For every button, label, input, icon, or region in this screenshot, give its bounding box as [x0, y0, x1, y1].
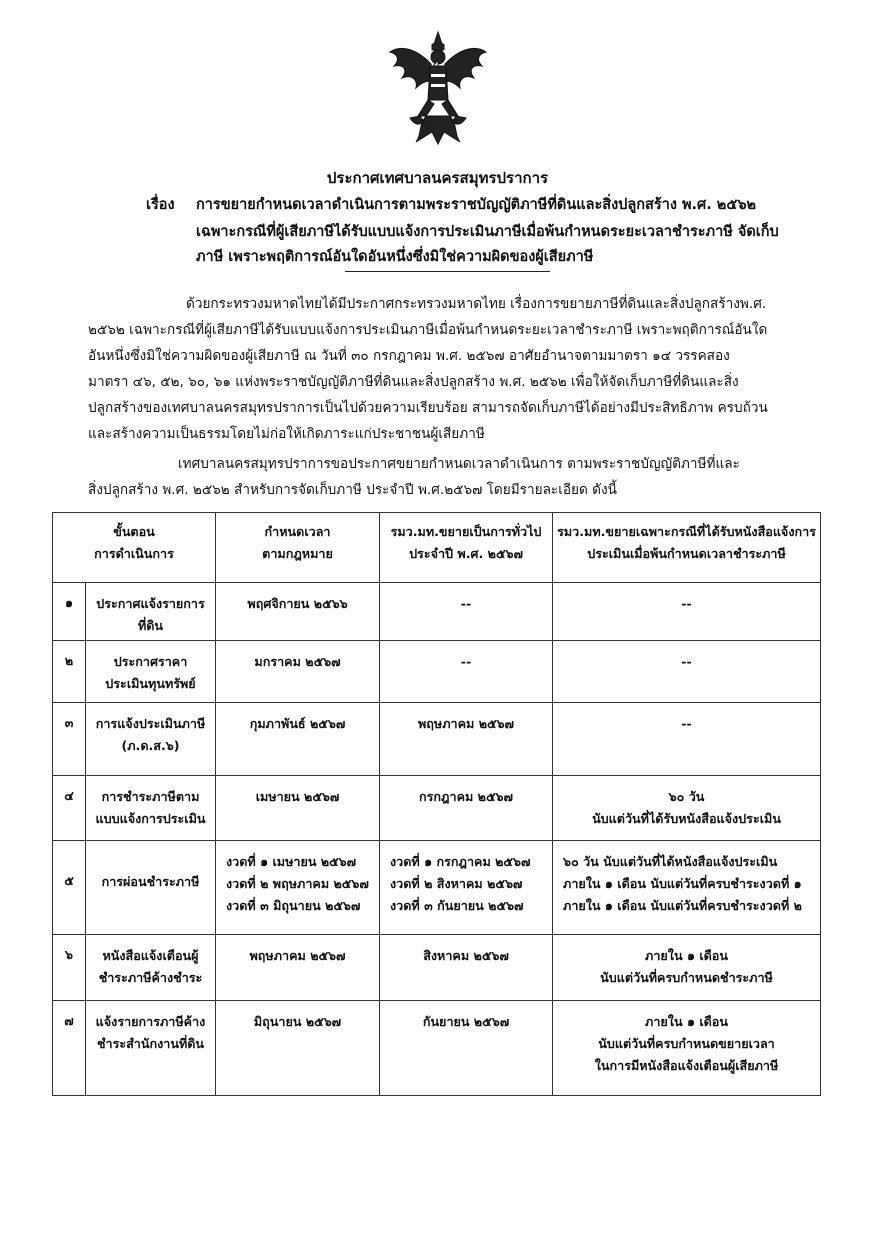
page-title: ประกาศเทศบาลนครสมุทรปราการ [326, 169, 549, 187]
cell-text: กันยายน ๒๕๖๗ [422, 1014, 510, 1029]
header-text: รมว.มท.ขยายเป็นการทั่วไป [390, 524, 542, 539]
cell-text: มกราคม ๒๕๖๗ [254, 654, 341, 669]
row-specific [553, 841, 821, 935]
cell-text: มิถุนายน ๒๕๖๗ [253, 1014, 342, 1029]
cell-text: ภายใน ๑ เดือน [645, 948, 728, 963]
row-step [86, 841, 216, 935]
step-text: ชำระสำนักงานที่ดิน [96, 1036, 205, 1051]
paragraph-line: และสร้างความเป็นธรรมโดยไม่ก่อให้เกิดภาระแก่ประชาชนผู้เสียภาษี [88, 426, 485, 442]
step-text: ประเมินทุนทรัพย์ [105, 676, 196, 691]
table-row [53, 776, 821, 841]
step-text: ที่ดิน [137, 618, 164, 633]
step-text: การแจ้งประเมินภาษี [95, 716, 206, 731]
row-specific [553, 1001, 821, 1096]
garuda-emblem-icon [388, 30, 488, 148]
row-general [380, 935, 553, 1001]
paragraph-line: ด้วยกระทรวงมหาดไทยได้มีประกาศกระทรวงมหาดไทย เรื่องการขยายภาษีที่ดินและสิ่งปลูกสร้างพ.ศ. [186, 296, 767, 312]
header-text: ประเมินเมื่อพ้นกำหนดเวลาชำระภาษี [587, 546, 786, 561]
header-step [53, 513, 216, 583]
header-legal [216, 513, 380, 583]
row-specific [553, 703, 821, 776]
row-step [86, 641, 216, 703]
paragraph-line: สิ่งปลูกสร้าง พ.ศ. ๒๕๖๒ สำหรับการจัดเก็บภาษี ประจำปี พ.ศ.๒๕๖๗ โดยมีรายละเอียด ดังนี้ [88, 482, 617, 498]
cell-text: ๖๐ วัน นับแต่วันที่ได้หนังสือแจ้งประเมิน [563, 854, 778, 869]
row-general [380, 841, 553, 935]
cell-text: งวดที่ ๒ พฤษภาคม ๒๕๖๗ [226, 876, 369, 891]
row-number: ๔ [53, 776, 86, 841]
subject-line: การขยายกำหนดเวลาดำเนินการตามพระราชบัญญัติภาษีที่ดินและสิ่งปลูกสร้าง พ.ศ. ๒๕๖๒ [196, 197, 757, 213]
header-text: รมว.มท.ขยายเฉพาะกรณีที่ได้รับหนังสือแจ้งการ [557, 524, 816, 539]
step-text: การผ่อนชำระภาษี [101, 874, 200, 889]
row-step [86, 583, 216, 641]
header-text: กำหนดเวลา [264, 524, 331, 539]
cell-text: พฤษภาคม ๒๕๖๗ [418, 716, 515, 731]
subject-line: ภาษี เพราะพฤติการณ์อันใดอันหนึ่งซึ่งมิใช่ความผิดของผู้เสียภาษี [196, 249, 594, 265]
step-text: แจ้งรายการภาษีค้าง [95, 1014, 206, 1029]
row-specific [553, 776, 821, 841]
cell-text: นับแต่วันที่ครบกำหนดชำระภาษี [600, 970, 773, 985]
row-step [86, 776, 216, 841]
table-row [53, 641, 821, 703]
cell-text: ๖๐ วัน [668, 789, 705, 804]
cell-text: ในการมีหนังสือแจ้งเตือนผู้เสียภาษี [594, 1058, 779, 1073]
row-general [380, 641, 553, 703]
cell-text: กุมภาพันธ์ ๒๕๖๗ [249, 716, 346, 731]
row-general [380, 703, 553, 776]
row-specific [553, 935, 821, 1001]
table-row [53, 935, 821, 1001]
header-specific [553, 513, 821, 583]
paragraph-line: อันหนึ่งซึ่งมิใช่ความผิดของผู้เสียภาษี ณ วันที่ ๓๐ กรกฎาคม พ.ศ. ๒๕๖๗ อาศัยอำนาจตามมาตรา ๑๔ วรรคสอง [88, 348, 730, 364]
cell-text: -- [681, 716, 692, 731]
cell-text: งวดที่ ๓ มิถุนายน ๒๕๖๗ [226, 898, 361, 913]
row-legal [216, 641, 380, 703]
step-text: ประกาศราคา [113, 654, 188, 669]
row-legal [216, 776, 380, 841]
row-legal [216, 935, 380, 1001]
schedule-table [52, 512, 821, 1096]
row-general [380, 1001, 553, 1096]
cell-text: -- [460, 596, 472, 611]
cell-text: -- [681, 654, 692, 669]
cell-text: กรกฎาคม ๒๕๖๗ [419, 789, 513, 804]
row-step [86, 703, 216, 776]
row-specific [553, 641, 821, 703]
cell-text: ภายใน ๑ เดือน นับแต่วันที่ครบชำระงวดที่ ๑ [563, 876, 802, 891]
row-general [380, 776, 553, 841]
cell-text: งวดที่ ๑ กรกฎาคม ๒๕๖๗ [390, 854, 531, 869]
row-number: ๕ [53, 841, 86, 935]
cell-text: พฤษภาคม ๒๕๖๗ [249, 948, 346, 963]
cell-text: ภายใน ๑ เดือน นับแต่วันที่ครบชำระงวดที่ ๒ [563, 898, 802, 913]
row-step [86, 935, 216, 1001]
table-row [53, 841, 821, 935]
step-text: แบบแจ้งการประเมิน [95, 811, 206, 826]
step-text: ชำระภาษีค้างชำระ [98, 970, 203, 985]
table-header-row [53, 513, 821, 583]
header-text: ประจำปี พ.ศ. ๒๕๖๗ [409, 546, 523, 561]
paragraph-line: เทศบาลนครสมุทรปราการขอประกาศขยายกำหนดเวลาดำเนินการ ตามพระราชบัญญัติภาษีที่และ [178, 456, 740, 472]
table-row [53, 1001, 821, 1096]
row-specific [553, 583, 821, 641]
row-number: ๗ [53, 1001, 86, 1096]
row-step [86, 1001, 216, 1096]
header-text: ขั้นตอน [113, 524, 155, 539]
subject-label: เรื่อง [146, 197, 175, 213]
row-legal [216, 841, 380, 935]
row-number: ๑ [53, 583, 86, 641]
cell-text: -- [681, 596, 692, 611]
subject-line: เฉพาะกรณีที่ผู้เสียภาษีได้รับแบบแจ้งการประเมินภาษีเมื่อพ้นกำหนดระยะเวลาชำระภาษี จัดเก็บ [196, 224, 779, 240]
cell-text: เมษายน ๒๕๖๗ [255, 789, 340, 804]
row-legal [216, 703, 380, 776]
header-general [380, 513, 553, 583]
row-number: ๒ [53, 641, 86, 703]
cell-text: งวดที่ ๒ สิงหาคม ๒๕๖๗ [390, 876, 523, 891]
row-number: ๓ [53, 703, 86, 776]
table-row [53, 703, 821, 776]
cell-text: นับแต่วันที่ได้รับหนังสือแจ้งประเมิน [592, 811, 781, 826]
title-divider [345, 271, 550, 272]
row-legal [216, 1001, 380, 1096]
cell-text: นับแต่วันที่ครบกำหนดขยายเวลา [598, 1036, 775, 1051]
header-text: การดำเนินการ [94, 546, 174, 561]
step-text: ประกาศแจ้งรายการ [96, 596, 205, 611]
step-text: การชำระภาษีตาม [101, 789, 200, 804]
header-text: ตามกฎหมาย [262, 546, 333, 561]
step-text: หนังสือแจ้งเตือนผู้ [102, 948, 199, 963]
cell-text: สิงหาคม ๒๕๖๗ [423, 948, 509, 963]
cell-text: -- [460, 654, 472, 669]
row-general [380, 583, 553, 641]
row-legal [216, 583, 380, 641]
paragraph-line: มาตรา ๔๖, ๕๒, ๖๐, ๖๑ แห่งพระราชบัญญัติภาษีที่ดินและสิ่งปลูกสร้าง พ.ศ. ๒๕๖๒ เพื่อให้จัดเก็บภาษีที่ดินและสิ่ง [88, 374, 739, 390]
step-text: (ภ.ด.ส.๖) [121, 738, 180, 753]
paragraph-line: ปลูกสร้างของเทศบาลนครสมุทรปราการเป็นไปด้วยความเรียบร้อย สามารถจัดเก็บภาษีได้อย่างมีประสิทธิภาพ ครบถ้วน [88, 400, 768, 416]
table-row [53, 583, 821, 641]
row-number: ๖ [53, 935, 86, 1001]
cell-text: ภายใน ๑ เดือน [645, 1014, 728, 1029]
cell-text: งวดที่ ๑ เมษายน ๒๕๖๗ [226, 854, 357, 869]
cell-text: พฤศจิกายน ๒๕๖๖ [247, 596, 348, 611]
cell-text: งวดที่ ๓ กันยายน ๒๕๖๗ [390, 898, 524, 913]
paragraph-line: ๒๕๖๒ เฉพาะกรณีที่ผู้เสียภาษีได้รับแบบแจ้งการประเมินภาษีเมื่อพ้นกำหนดระยะเวลาชำระภาษี เพราะพฤติการณ์อันใด [88, 322, 768, 338]
